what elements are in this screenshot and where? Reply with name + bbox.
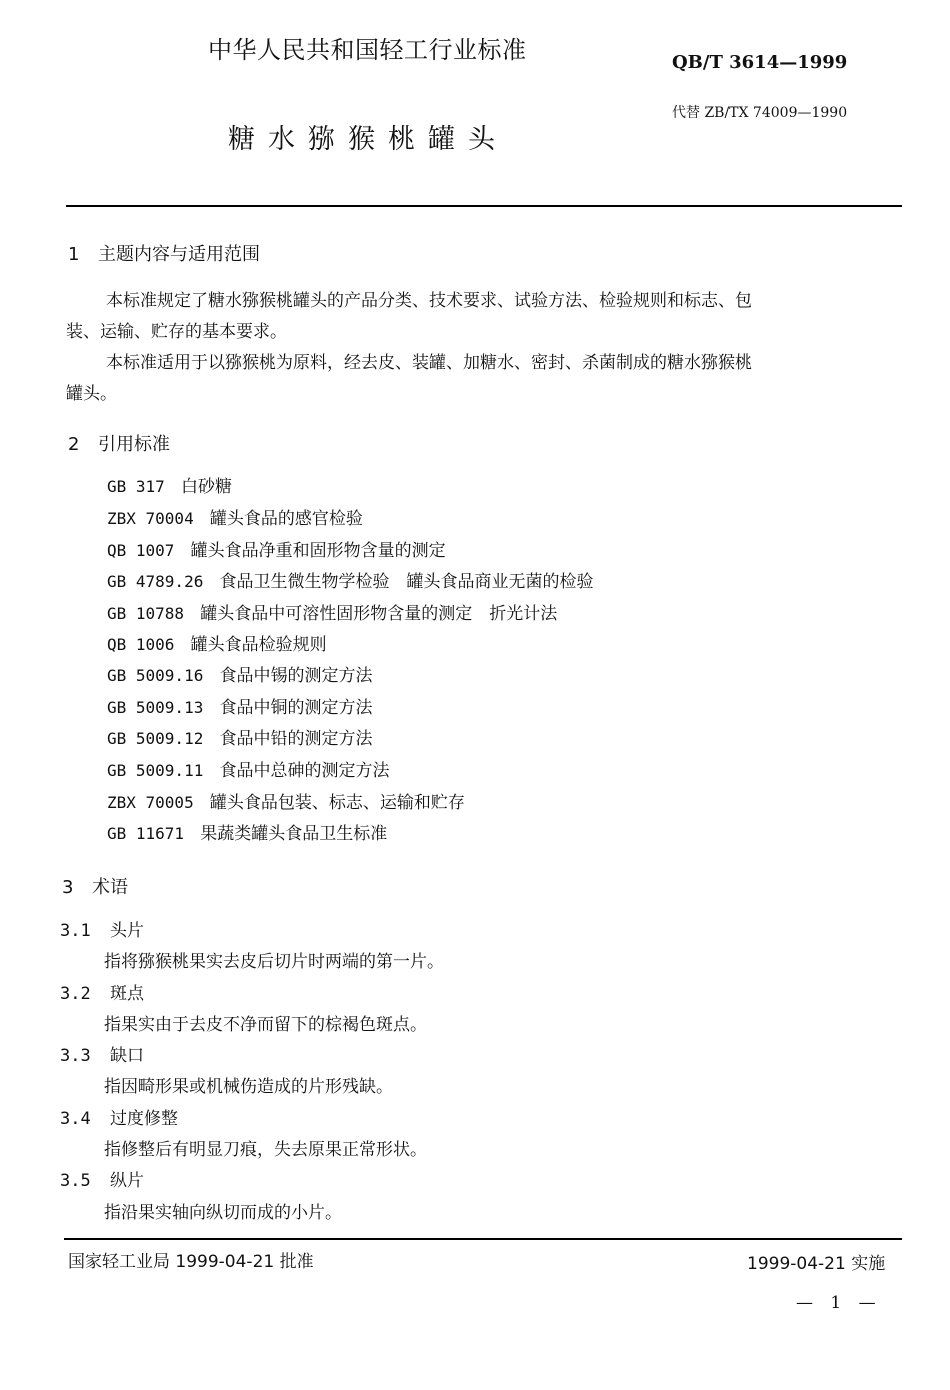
paragraph-line: 罐头。 (66, 384, 117, 404)
term-name: 纵片 (110, 1171, 144, 1191)
reference-code: GB 5009.11 (107, 761, 204, 780)
section-title: 术语 (92, 877, 128, 898)
term-definition: 指沿果实轴向纵切而成的小片。 (104, 1203, 342, 1223)
term-definition: 指将猕猴桃果实去皮后切片时两端的第一片。 (104, 952, 444, 972)
document-title: 糖水猕猴桃罐头 (228, 124, 508, 155)
reference-code: GB 5009.16 (107, 666, 204, 685)
term-heading (60, 1104, 178, 1129)
reference-name: 食品中铜的测定方法 (219, 698, 373, 718)
reference-name: 食品中锡的测定方法 (219, 666, 373, 686)
section-number: 3 (62, 877, 74, 898)
term-definition: 指修整后有明显刀痕，失去原果正常形状。 (104, 1140, 427, 1160)
term-name: 过度修整 (110, 1109, 178, 1129)
reference-name: 食品卫生微生物学检验 罐头食品商业无菌的检验 (219, 572, 594, 592)
reference-code: GB 317 (107, 477, 165, 496)
term-number: 3.2 (60, 984, 91, 1004)
section-title: 主题内容与适用范围 (98, 244, 260, 265)
reference-name: 罐头食品净重和固形物含量的测定 (190, 541, 446, 561)
reference-code: QB 1006 (107, 635, 175, 654)
reference-code: GB 5009.12 (107, 729, 204, 748)
section-2-heading (68, 430, 170, 456)
term-name: 头片 (110, 921, 144, 941)
reference-item (107, 819, 387, 844)
reference-code: GB 11671 (107, 824, 185, 843)
section-number: 1 (68, 244, 80, 265)
term-number: 3.5 (60, 1171, 91, 1191)
section-1-heading (68, 240, 260, 266)
term-heading (60, 1041, 144, 1066)
term-number: 3.4 (60, 1109, 91, 1129)
reference-item (107, 661, 373, 686)
reference-code: GB 5009.13 (107, 698, 204, 717)
reference-name: 罐头食品中可溶性固形物含量的测定 折光计法 (200, 604, 558, 624)
reference-name: 罐头食品的感官检验 (209, 509, 363, 529)
reference-item (107, 630, 327, 655)
header-divider (66, 205, 902, 207)
reference-name: 食品中总砷的测定方法 (219, 761, 390, 781)
standard-category-title: 中华人民共和国轻工行业标准 (208, 36, 527, 64)
reference-code: GB 10788 (107, 604, 185, 623)
reference-name: 食品中铅的测定方法 (219, 729, 373, 749)
term-heading (60, 1166, 144, 1191)
term-heading (60, 979, 144, 1004)
reference-item (107, 472, 232, 497)
approval-info: 国家轻工业局 1999-04-21 批准 (68, 1252, 314, 1272)
reference-name: 白砂糖 (181, 477, 233, 497)
reference-item (107, 504, 363, 529)
reference-code: ZBX 70004 (107, 509, 194, 528)
reference-item (107, 788, 465, 813)
term-heading (60, 916, 144, 941)
effective-date: 1999-04-21 实施 (747, 1254, 886, 1274)
reference-item (107, 756, 390, 781)
section-title: 引用标准 (98, 434, 170, 455)
reference-code: QB 1007 (107, 541, 175, 560)
section-3-heading (62, 873, 128, 899)
reference-code: ZBX 70005 (107, 793, 194, 812)
term-definition: 指果实由于去皮不净而留下的棕褐色斑点。 (104, 1015, 427, 1035)
reference-name: 罐头食品检验规则 (190, 635, 327, 655)
term-name: 缺口 (110, 1046, 144, 1066)
reference-code: GB 4789.26 (107, 572, 204, 591)
reference-name: 罐头食品包装、标志、运输和贮存 (209, 793, 465, 813)
page-number: — 1 — (796, 1293, 882, 1313)
reference-item (107, 567, 594, 592)
term-name: 斑点 (110, 984, 144, 1004)
replaces-standard: 代替 ZB/TX 74009—1990 (672, 105, 848, 121)
section-number: 2 (68, 434, 80, 455)
reference-item (107, 693, 373, 718)
term-definition: 指因畸形果或机械伤造成的片形残缺。 (104, 1077, 393, 1097)
reference-item (107, 599, 557, 624)
footer-divider (64, 1238, 902, 1240)
paragraph-line: 装、运输、贮存的基本要求。 (66, 322, 287, 342)
reference-item (107, 536, 446, 561)
reference-item (107, 724, 373, 749)
standard-number: QB/T 3614—1999 (672, 52, 848, 73)
term-number: 3.1 (60, 921, 91, 941)
paragraph-line: 本标准规定了糖水猕猴桃罐头的产品分类、技术要求、试验方法、检验规则和标志、包 (106, 291, 752, 311)
reference-name: 果蔬类罐头食品卫生标准 (200, 824, 388, 844)
paragraph-line: 本标准适用于以猕猴桃为原料，经去皮、装罐、加糖水、密封、杀菌制成的糖水猕猴桃 (106, 353, 752, 373)
term-number: 3.3 (60, 1046, 91, 1066)
